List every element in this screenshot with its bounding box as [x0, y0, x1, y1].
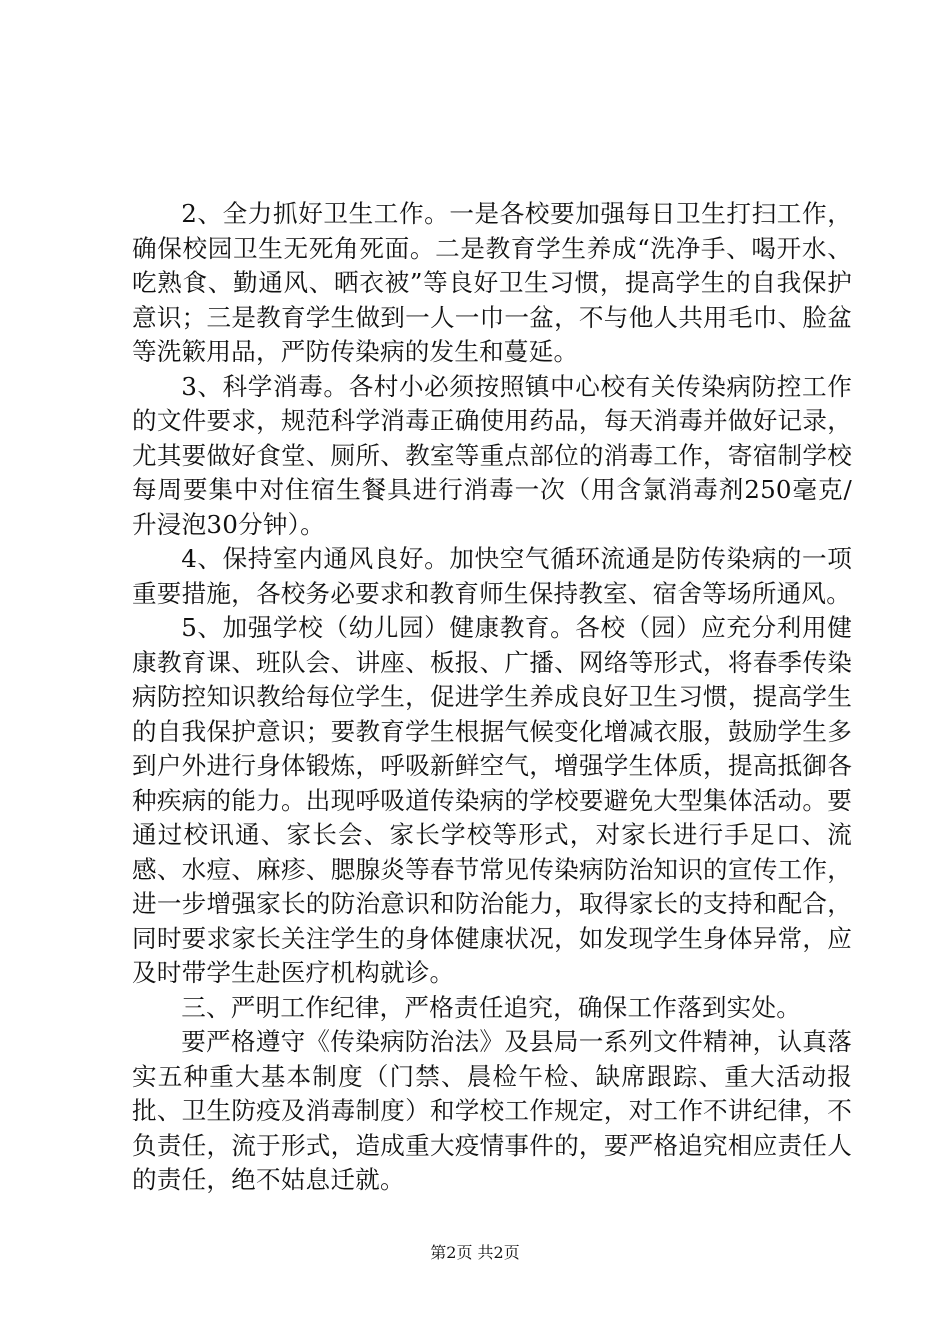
- paragraph-health-education: 5、加强学校（幼儿园）健康教育。各校（园）应充分利用健康教育课、班队会、讲座、板报、广播、网络等形式，将春季传染病防控知识教给每位学生，促进学生养成良好卫生习惯，提高学生的自我保护意识；要教育学生根据气候变化增减衣服，鼓励学生多到户外进行身体锻炼，呼吸新鲜空气，增强学生体质，提高抵御各种疾病的能力。出现呼吸道传染病的学校要避免大型集体活动。要通过校讯通、家长会、家长学校等形式，对家长进行手足口、流感、水痘、麻疹、腮腺炎等春节常见传染病防治知识的宣传工作，进一步增强家长的防治意识和防治能力，取得家长的支持和配合，同时要求家长关注学生的身体健康状况，如发现学生身体异常，应及时带学生赴医疗机构就诊。: [132, 613, 852, 987]
- paragraph-hygiene-work: 2、全力抓好卫生工作。一是各校要加强每日卫生打扫工作，确保校园卫生无死角死面。二是教育学生养成“洗净手、喝开水、吃熟食、勤通风、晒衣被”等良好卫生习惯，提高学生的自我保护意识；三是教育学生做到一人一巾一盆，不与他人共用毛巾、脸盆等洗簌用品，严防传染病的发生和蔓延。: [132, 199, 852, 366]
- paragraph-disinfection: 3、科学消毒。各村小必须按照镇中心校有关传染病防控工作的文件要求，规范科学消毒正确使用药品，每天消毒并做好记录，尤其要做好食堂、厕所、教室等重点部位的消毒工作，寄宿制学校每周要集中对住宿生餐具进行消毒一次（用含氯消毒剂250毫克/升浸泡30分钟）。: [132, 371, 852, 539]
- document-body: [132, 197, 852, 1198]
- page-number-footer: 第2页 共2页: [430, 1243, 520, 1262]
- paragraph-ventilation: 4、保持室内通风良好。加快空气循环流通是防传染病的一项重要措施，各校务必要求和教育师生保持教室、宿舍等场所通风。: [132, 544, 852, 608]
- paragraph-accountability: 要严格遵守《传染病防治法》及县局一系列文件精神，认真落实五种重大基本制度（门禁、晨检午检、缺席跟踪、重大活动报批、卫生防疫及消毒制度）和学校工作规定，对工作不讲纪律，不负责任，流于形式，造成重大疫情事件的，要严格追究相应责任人的责任，绝不姑息迁就。: [132, 1027, 852, 1194]
- section-heading-work-discipline: 三、严明工作纪律，严格责任追究，确保工作落到实处。: [181, 992, 802, 1022]
